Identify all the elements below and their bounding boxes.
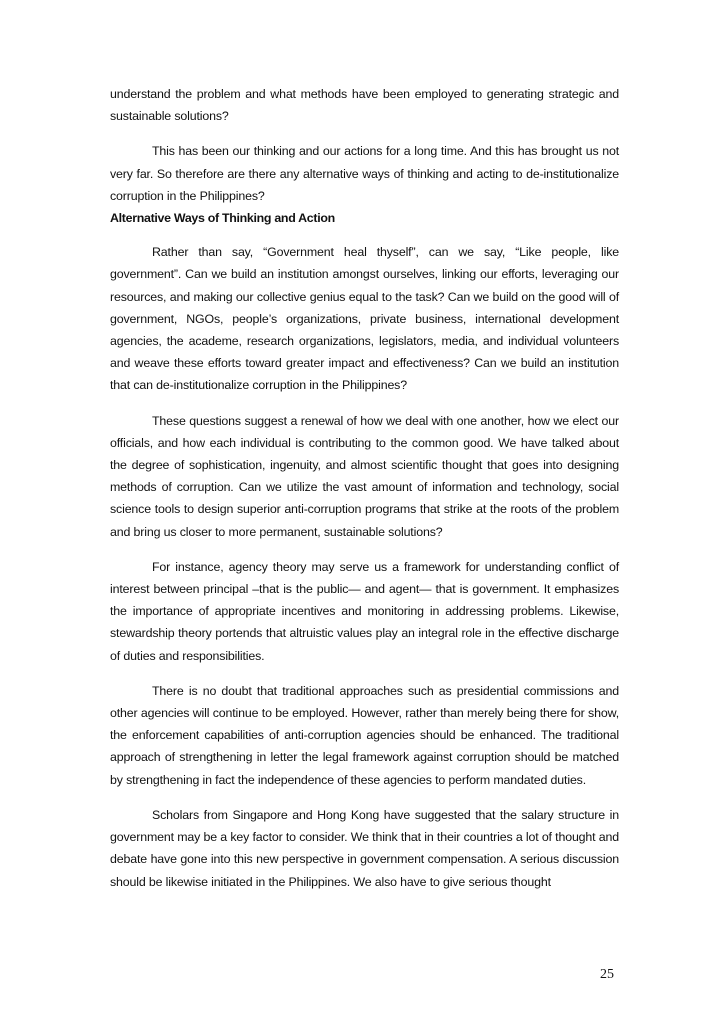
- body-paragraph: Scholars from Singapore and Hong Kong have suggested that the salary structure in government may be a key factor to consider. We think that in their countries a lot of thought and debate have gone into this new perspective in government compensation. A serious discussion should be likewise initiated in the Philippines. We also have to give serious thought: [110, 807, 619, 889]
- body-paragraph: There is no doubt that traditional approaches such as presidential commissions and other agencies will continue to be employed. However, rather than merely being there for show, the enforcement capabilities of anti-corruption agencies should be enhanced. The traditional approach of strengthening in letter the legal framework against corruption should be matched by strengthening in fact the independence of these agencies to perform mandated duties.: [110, 683, 619, 787]
- page-number: 25: [600, 967, 614, 982]
- section-heading: Alternative Ways of Thinking and Action: [110, 211, 335, 226]
- body-paragraph: For instance, agency theory may serve us a framework for understanding conflict of interest between principal –that is the public— and agent— that is government. It emphasizes the importance of appropriate incentives and monitoring in addressing problems. Likewise, stewardship theory portends that altruistic values play an integral role in the effective discharge of duties and responsibilities.: [110, 559, 619, 663]
- intro-paragraph: This has been our thinking and our actions for a long time. And this has brought us not very far. So therefore are there any alternative ways of thinking and acting to de-institutionalize corruption in the Philippines?: [110, 144, 619, 203]
- body-paragraph: These questions suggest a renewal of how we deal with one another, how we elect our officials, and how each individual is contributing to the common good. We have talked about the degree of sophistication, ingenuity, and almost scientific thought that goes into designing methods of corruption. Can we utilize the vast amount of information and technology, social science tools to design superior anti-corruption programs that strike at the roots of the problem and bring us closer to more permanent, sustainable solutions?: [110, 413, 619, 539]
- document-page: [110, 83, 619, 906]
- body-paragraph: Rather than say, “Government heal thyself”, can we say, “Like people, like government”. Can we build an institution amongst ourselves, linking our efforts, leveraging our resources, and making our collective genius equal to the task? Can we build on the good will of government, NGOs, people’s organizations, private business, international development agencies, the academe, research organizations, legislators, media, and individual volunteers and weave these efforts toward greater impact and effectiveness? Can we build an institution that can de-institutionalize corruption in the Philippines?: [110, 245, 619, 393]
- continued-paragraph: understand the problem and what methods have been employed to generating strategic and sustainable solutions?: [110, 87, 619, 124]
